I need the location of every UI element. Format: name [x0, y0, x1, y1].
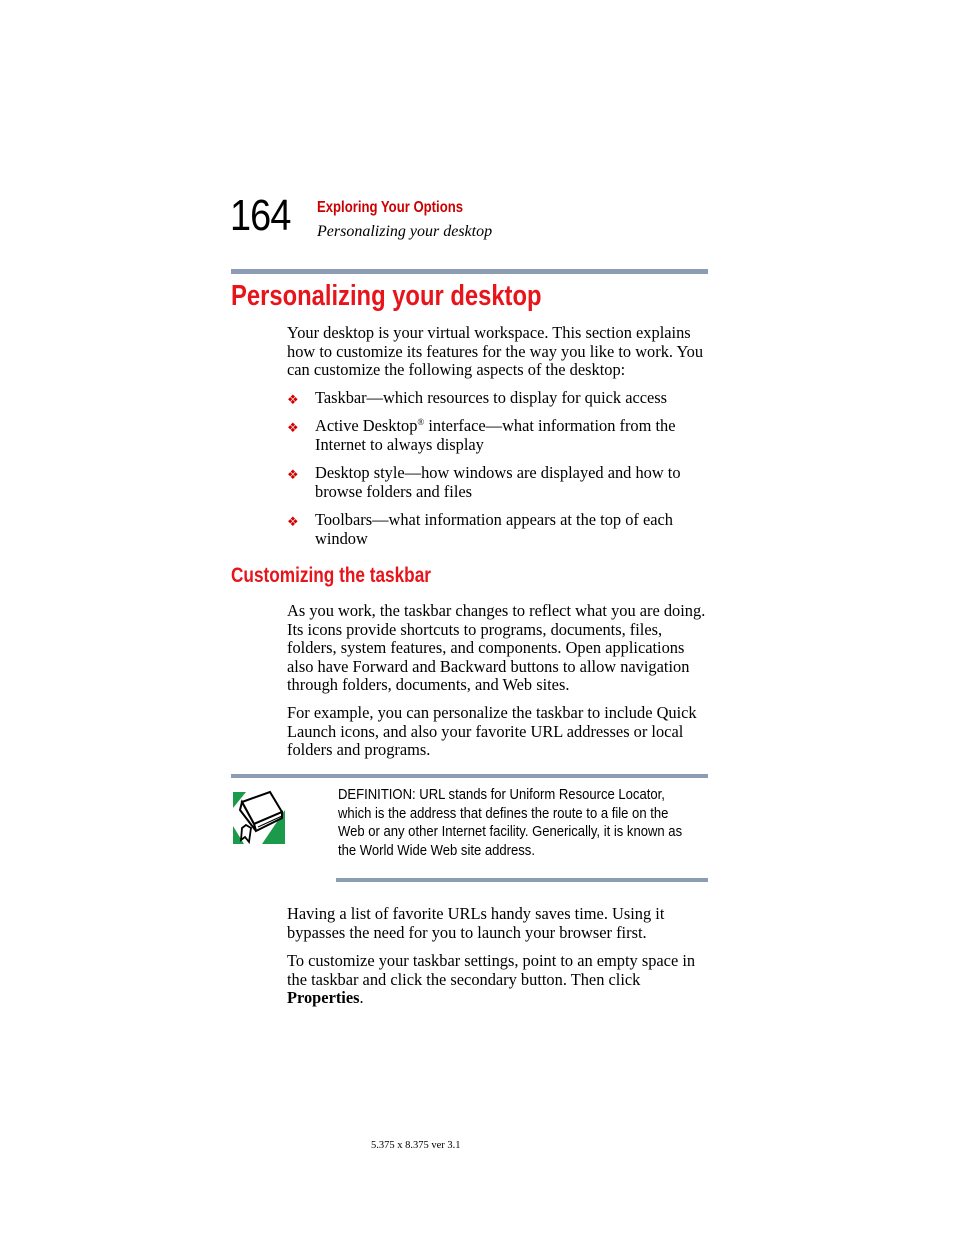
instructions-paragraph [287, 952, 709, 1008]
definition-rule-bottom [336, 878, 708, 882]
list-item [287, 389, 709, 408]
intro-text: Your desktop is your virtual workspace. This section explains how to customize its features for the way you like to work. You can customize the following aspects of the desktop: [287, 323, 704, 380]
running-section-title: Personalizing your desktop [317, 223, 493, 240]
page-number: 164 [230, 191, 291, 240]
paragraph-text: To customize your taskbar settings, point to an empty space in the taskbar and click the secondary button. Then click Properties. [287, 951, 696, 1008]
bullet-icon: ❖ [287, 467, 299, 482]
paragraph-text: As you work, the taskbar changes to reflect what you are doing. Its icons provide shortcuts to programs, documents, files, folders, system features, and components. Open applications also have Forward and Backward buttons to allow navigation through folders, documents, and Web sites. [287, 601, 706, 695]
list-item-text: Taskbar—which resources to display for quick access [315, 388, 668, 407]
subheading: Customizing the taskbar [231, 564, 431, 587]
intro-paragraph [287, 324, 709, 380]
bullet-icon: ❖ [287, 420, 299, 435]
heading-rule [231, 269, 708, 274]
taskbar-paragraph [287, 602, 709, 695]
bullet-icon: ❖ [287, 392, 299, 407]
paragraph-text: For example, you can personalize the taskbar to include Quick Launch icons, and also your favorite URL addresses or local folders and programs. [287, 703, 697, 760]
paragraph-text: Having a list of favorite URLs handy saves time. Using it bypasses the need for you to launch your browser first. [287, 904, 665, 942]
list-item [287, 417, 709, 454]
list-item-text: Desktop style—how windows are displayed and how to browse folders and files [315, 463, 681, 501]
definition-note: DEFINITION: URL stands for Uniform Resource Locator, which is the address that defines the route to a file on the Web or any other Internet facility. Generically, it is known as the World Wide Web site address. [338, 786, 683, 859]
list-item-text: Toolbars—what information appears at the top of each window [315, 510, 673, 548]
book-icon [232, 790, 286, 846]
definition-rule-top [231, 774, 708, 778]
footer-version: 5.375 x 8.375 ver 3.1 [371, 1140, 461, 1151]
chapter-title: Exploring Your Options [317, 199, 464, 216]
list-item [287, 511, 709, 548]
example-paragraph [287, 704, 709, 760]
list-item [287, 464, 709, 501]
page-heading: Personalizing your desktop [231, 280, 542, 312]
bullet-icon: ❖ [287, 514, 299, 529]
list-item-text: Active Desktop® interface—what information from the Internet to always display [315, 416, 676, 454]
registered-mark: ® [417, 417, 425, 427]
favorites-paragraph [287, 905, 709, 942]
properties-label: Properties [287, 988, 360, 1008]
